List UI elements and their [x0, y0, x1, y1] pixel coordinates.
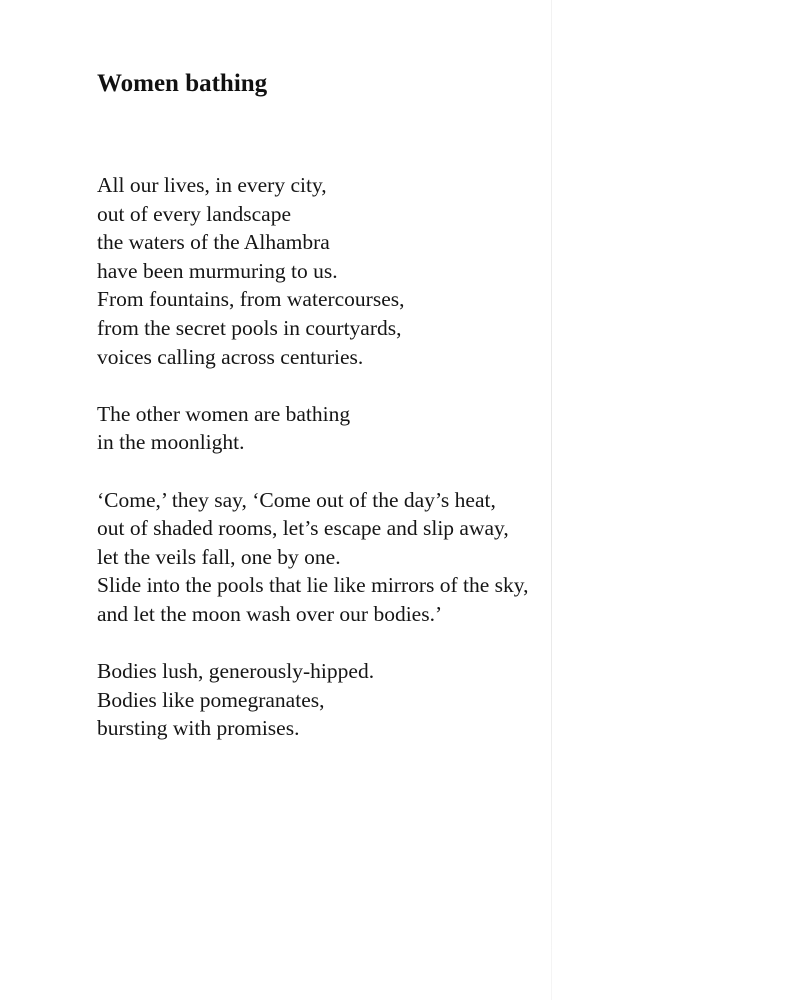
poem-line: bursting with promises.: [97, 716, 300, 741]
poem-line: out of shaded rooms, let’s escape and slip away,: [97, 516, 509, 541]
stanza-2: [97, 400, 657, 457]
poem-line: All our lives, in every city,: [97, 173, 327, 197]
poem-body: [97, 171, 657, 771]
poem-line: Bodies lush, generously-hipped.: [97, 659, 375, 684]
poem-line: let the veils fall, one by one.: [97, 544, 341, 569]
poem-line: ‘Come,’ they say, ‘Come out of the day’s heat,: [97, 487, 496, 512]
poem-line: The other women are bathing: [97, 401, 351, 426]
stanza-4: [97, 657, 657, 743]
stanza-3: [97, 486, 657, 629]
poem-line: from the secret pools in courtyards,: [97, 315, 402, 340]
poem-line: From fountains, from watercourses,: [97, 287, 405, 312]
stanza-1: [97, 171, 657, 371]
poem-line: Slide into the pools that lie like mirrors of the sky,: [97, 573, 529, 598]
poem-line: the waters of the Alhambra: [97, 230, 330, 255]
poem-line: out of every landscape: [97, 201, 292, 226]
poem-line: voices calling across centuries.: [97, 344, 364, 369]
poem-line: and let the moon wash over our bodies.’: [97, 601, 443, 626]
poem-line: Bodies like pomegranates,: [97, 687, 325, 712]
poem-line: have been murmuring to us.: [97, 258, 338, 283]
poem-line: in the moonlight.: [97, 430, 245, 455]
poem-title: Women bathing: [97, 70, 268, 97]
